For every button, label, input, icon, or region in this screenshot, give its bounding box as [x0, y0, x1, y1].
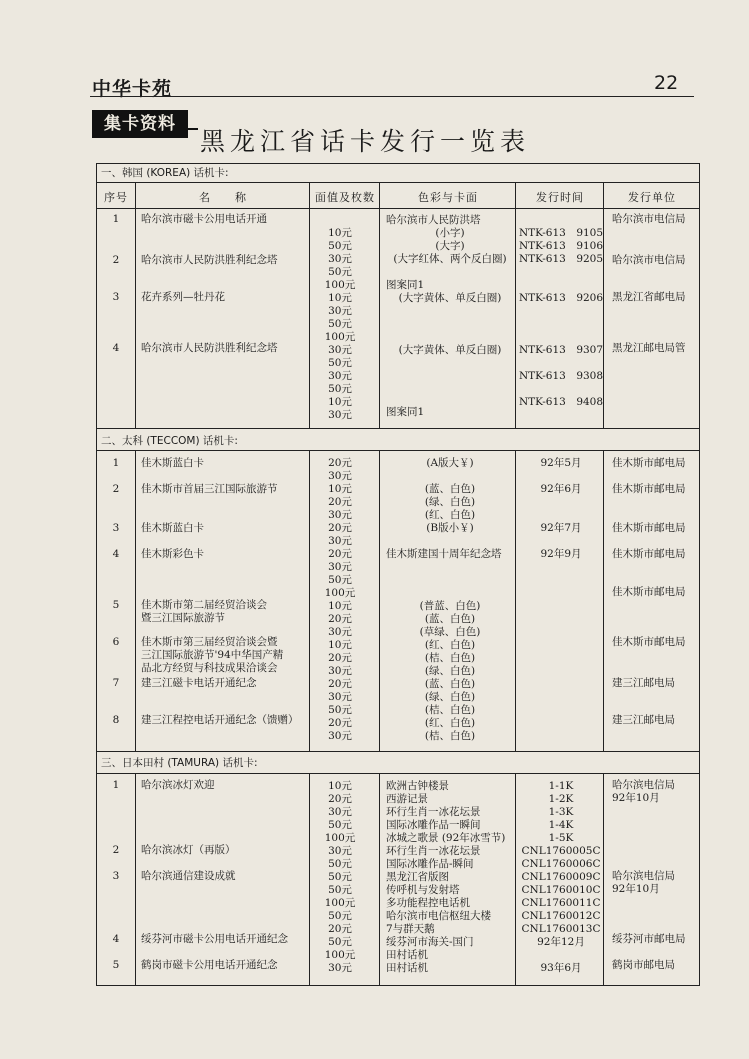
face-value: 50元	[328, 871, 352, 883]
rule	[97, 450, 699, 451]
face-value: 100元	[324, 587, 356, 599]
face-value: 20元	[328, 613, 352, 625]
row-number: 2	[112, 483, 120, 495]
issue-date: CNL1760012C	[521, 910, 601, 922]
card-face: (绿、白色)	[424, 665, 476, 677]
card-face: 多功能程控电话机	[386, 897, 470, 909]
row-number: 4	[112, 548, 120, 560]
card-face: 7与群天鹅	[386, 923, 435, 935]
card-face: (小字)	[435, 227, 465, 239]
issue-date: 92年9月	[540, 548, 582, 560]
card-face: 冰城之歌景 (92年冰雪节)	[386, 832, 506, 844]
face-value: 30元	[328, 691, 352, 703]
face-value: 30元	[328, 806, 352, 818]
row-number: 4	[112, 933, 120, 945]
face-value: 20元	[328, 522, 352, 534]
issuer: 建三江邮电局	[612, 677, 675, 689]
column-header-name: 名 称	[199, 191, 247, 204]
section-tag: 集卡资料	[92, 110, 188, 138]
issuer: 哈尔滨市电信局	[612, 213, 686, 225]
card-face: (桔、白色)	[424, 730, 476, 742]
column-header-face: 色彩与卡面	[418, 191, 478, 204]
row-number: 6	[112, 636, 120, 648]
row-number: 3	[112, 291, 120, 303]
card-name: 哈尔滨市人民防洪胜利纪念塔	[141, 342, 278, 354]
issue-date: NTK-613 9206	[518, 292, 604, 304]
column-header-value: 面值及枚数	[315, 191, 375, 204]
face-value: 100元	[324, 897, 356, 909]
issue-date: CNL1760005C	[521, 845, 601, 857]
issue-date: NTK-613 9106	[518, 240, 604, 252]
face-value: 50元	[328, 819, 352, 831]
card-face: (红、白色)	[424, 639, 476, 651]
face-value: 20元	[328, 496, 352, 508]
card-face: (蓝、白色)	[424, 678, 476, 690]
issuer: 佳木斯市邮电局	[612, 522, 686, 534]
issuer: 黑龙江邮电局管	[612, 342, 686, 354]
card-face: 图案同1	[386, 406, 425, 418]
issue-date: NTK-613 9205	[518, 253, 604, 265]
issuer: 佳木斯市邮电局	[612, 483, 686, 495]
face-value: 30元	[328, 730, 352, 742]
rule	[97, 208, 699, 209]
card-name: 佳木斯蓝白卡	[141, 457, 204, 469]
card-face: (大字黄体、单反白圈)	[398, 292, 502, 304]
card-name: 佳木斯蓝白卡	[141, 522, 204, 534]
face-value: 10元	[328, 292, 352, 304]
face-value: 30元	[328, 626, 352, 638]
card-face: (绿、白色)	[424, 496, 476, 508]
face-value: 20元	[328, 548, 352, 560]
card-face: 国际冰雕作品-瞬间	[386, 858, 474, 870]
issue-date: CNL1760013C	[521, 923, 601, 935]
card-face: 哈尔滨市电信枢纽大楼	[386, 910, 491, 922]
card-name: 哈尔滨市磁卡公用电话开通	[141, 213, 267, 225]
card-name: 哈尔滨冰灯欢迎	[141, 779, 215, 791]
card-name: 佳木斯市首届三江国际旅游节	[141, 483, 278, 495]
issuer: 佳木斯市邮电局	[612, 457, 686, 469]
column-header-no: 序号	[104, 191, 128, 204]
face-value: 50元	[328, 318, 352, 330]
card-name: 暨三江国际旅游节	[141, 612, 225, 624]
face-value: 20元	[328, 923, 352, 935]
header-rule	[90, 96, 694, 97]
card-face: (蓝、白色)	[424, 483, 476, 495]
face-value: 10元	[328, 639, 352, 651]
face-value: 50元	[328, 266, 352, 278]
card-name: 花卉系列—牡丹花	[141, 291, 225, 303]
page-number: 22	[654, 72, 679, 94]
tag-rule	[186, 128, 198, 130]
issue-date: NTK-613 9307	[518, 344, 604, 356]
issuer: 佳木斯市邮电局	[612, 548, 686, 560]
face-value: 20元	[328, 678, 352, 690]
card-name: 佳木斯市第三届经贸洽谈会暨	[141, 636, 278, 648]
face-value: 50元	[328, 858, 352, 870]
card-name: 鹤岗市磁卡公用电话开通纪念	[141, 959, 278, 971]
face-value: 30元	[328, 561, 352, 573]
card-name: 绥芬河市磁卡公用电话开通纪念	[141, 933, 288, 945]
face-value: 50元	[328, 704, 352, 716]
face-value: 100元	[324, 279, 356, 291]
rule	[97, 751, 699, 752]
face-value: 10元	[328, 780, 352, 792]
card-face: (草绿、白色)	[419, 626, 481, 638]
card-face: 哈尔滨市人民防洪塔	[386, 214, 481, 226]
issue-date: 1-2K	[548, 793, 574, 805]
section-heading-teccom: 二、太科 (TECCOM) 话机卡:	[101, 435, 238, 447]
card-face: (A版大￥)	[426, 457, 474, 469]
card-face: 黑龙江省版图	[386, 871, 449, 883]
rule	[97, 428, 699, 429]
face-value: 50元	[328, 910, 352, 922]
face-value: 10元	[328, 483, 352, 495]
row-number: 2	[112, 254, 120, 266]
face-value: 30元	[328, 409, 352, 421]
issue-date: CNL1760006C	[521, 858, 601, 870]
card-face: (桔、白色)	[424, 704, 476, 716]
card-face: (大字黄体、单反白圈)	[398, 344, 502, 356]
card-face: 欧洲古钟楼景	[386, 780, 449, 792]
card-face: 环行生肖一冰花坛景	[386, 806, 481, 818]
issuer: 哈尔滨电信局	[612, 779, 675, 791]
row-number: 5	[112, 599, 120, 611]
issue-date: NTK-613 9408	[518, 396, 604, 408]
card-face: 绥芬河市海关-国门	[386, 936, 474, 948]
card-face: 传呼机与发射塔	[386, 884, 460, 896]
magazine-title: 中华卡苑	[92, 78, 173, 100]
face-value: 100元	[324, 949, 356, 961]
issuer: 92年10月	[612, 883, 660, 895]
face-value: 20元	[328, 793, 352, 805]
card-name: 哈尔滨市人民防洪胜利纪念塔	[141, 254, 278, 266]
card-face: 佳木斯建国十周年纪念塔	[386, 548, 502, 560]
rule	[515, 182, 516, 428]
card-name: 佳木斯彩色卡	[141, 548, 204, 560]
row-number: 1	[112, 213, 120, 225]
card-face: (B版小￥)	[426, 522, 474, 534]
issue-date: NTK-613 9308	[518, 370, 604, 382]
row-number: 1	[112, 457, 120, 469]
page-title: 黑龙江省话卡发行一览表	[200, 127, 531, 156]
face-value: 30元	[328, 370, 352, 382]
rule	[379, 182, 380, 428]
face-value: 50元	[328, 574, 352, 586]
face-value: 50元	[328, 383, 352, 395]
card-face: (绿、白色)	[424, 691, 476, 703]
card-face: (桔、白色)	[424, 652, 476, 664]
issuer: 佳木斯市邮电局	[612, 636, 686, 648]
issue-date: CNL1760009C	[521, 871, 601, 883]
issue-date: CNL1760011C	[521, 897, 601, 909]
issue-date: 93年6月	[540, 962, 582, 974]
face-value: 10元	[328, 227, 352, 239]
issue-date: 92年5月	[540, 457, 582, 469]
face-value: 10元	[328, 600, 352, 612]
card-face: 图案同1	[386, 279, 425, 291]
card-face: (大字红体、两个反白圈)	[393, 253, 507, 265]
issuer: 绥芬河市邮电局	[612, 933, 686, 945]
issuer: 鹤岗市邮电局	[612, 959, 675, 971]
row-number: 1	[112, 779, 120, 791]
issue-date: 92年7月	[540, 522, 582, 534]
issue-date: 1-3K	[548, 806, 574, 818]
issue-date: 92年12月	[537, 936, 585, 948]
face-value: 30元	[328, 962, 352, 974]
face-value: 30元	[328, 253, 352, 265]
rule	[379, 773, 380, 985]
card-face: (大字)	[435, 240, 465, 252]
row-number: 3	[112, 870, 120, 882]
rule	[97, 773, 699, 774]
card-name: 佳木斯市第二届经贸洽谈会	[141, 599, 267, 611]
row-number: 5	[112, 959, 120, 971]
card-face: (红、白色)	[424, 509, 476, 521]
issue-date: 1-5K	[548, 832, 574, 844]
column-header-issuer: 发行单位	[628, 191, 676, 204]
face-value: 10元	[328, 396, 352, 408]
row-number: 3	[112, 522, 120, 534]
card-face: 田村话机	[386, 962, 428, 974]
face-value: 20元	[328, 717, 352, 729]
face-value: 30元	[328, 470, 352, 482]
card-name: 品北方经贸与科技成果洽谈会	[141, 662, 278, 674]
issuer: 哈尔滨电信局	[612, 870, 675, 882]
card-name: 建三江程控电话开通纪念（馈赠）	[141, 714, 299, 726]
issue-date: NTK-613 9105	[518, 227, 604, 239]
face-value: 30元	[328, 509, 352, 521]
column-header-date: 发行时间	[536, 191, 584, 204]
card-name: 哈尔滨冰灯（再版）	[141, 844, 236, 856]
card-name: 建三江磁卡电话开通纪念	[141, 677, 257, 689]
issue-date: CNL1760010C	[521, 884, 601, 896]
face-value: 30元	[328, 845, 352, 857]
issue-date: 1-1K	[548, 780, 574, 792]
issuer: 建三江邮电局	[612, 714, 675, 726]
card-face: 田村话机	[386, 949, 428, 961]
face-value: 20元	[328, 652, 352, 664]
card-name: 哈尔滨通信建设成就	[141, 870, 236, 882]
face-value: 50元	[328, 240, 352, 252]
section-heading-tamura: 三、日本田村 (TAMURA) 话机卡:	[101, 757, 258, 769]
issue-date: 92年6月	[540, 483, 582, 495]
card-face: (普蓝、白色)	[419, 600, 481, 612]
face-value: 20元	[328, 457, 352, 469]
face-value: 100元	[324, 331, 356, 343]
issuer: 黑龙江省邮电局	[612, 291, 686, 303]
face-value: 100元	[324, 832, 356, 844]
face-value: 30元	[328, 665, 352, 677]
card-face: 环行生肖一冰花坛景	[386, 845, 481, 857]
face-value: 50元	[328, 936, 352, 948]
card-face: (蓝、白色)	[424, 613, 476, 625]
row-number: 4	[112, 342, 120, 354]
card-name: 三江国际旅游节'94中华国产精	[141, 649, 284, 661]
issuer: 哈尔滨市电信局	[612, 254, 686, 266]
section-heading-korea: 一、韩国 (KOREA) 话机卡:	[101, 167, 229, 179]
card-face: 国际冰雕作品一瞬间	[386, 819, 481, 831]
row-number: 2	[112, 844, 120, 856]
card-face: (红、白色)	[424, 717, 476, 729]
issue-date: 1-4K	[548, 819, 574, 831]
issuer: 佳木斯市邮电局	[612, 586, 686, 598]
rule	[603, 182, 604, 428]
face-value: 50元	[328, 884, 352, 896]
row-number: 7	[112, 677, 120, 689]
face-value: 30元	[328, 535, 352, 547]
card-face: 西游记景	[386, 793, 428, 805]
face-value: 30元	[328, 305, 352, 317]
issuer: 92年10月	[612, 792, 660, 804]
face-value: 50元	[328, 357, 352, 369]
row-number: 8	[112, 714, 120, 726]
rule	[97, 182, 699, 183]
face-value: 30元	[328, 344, 352, 356]
